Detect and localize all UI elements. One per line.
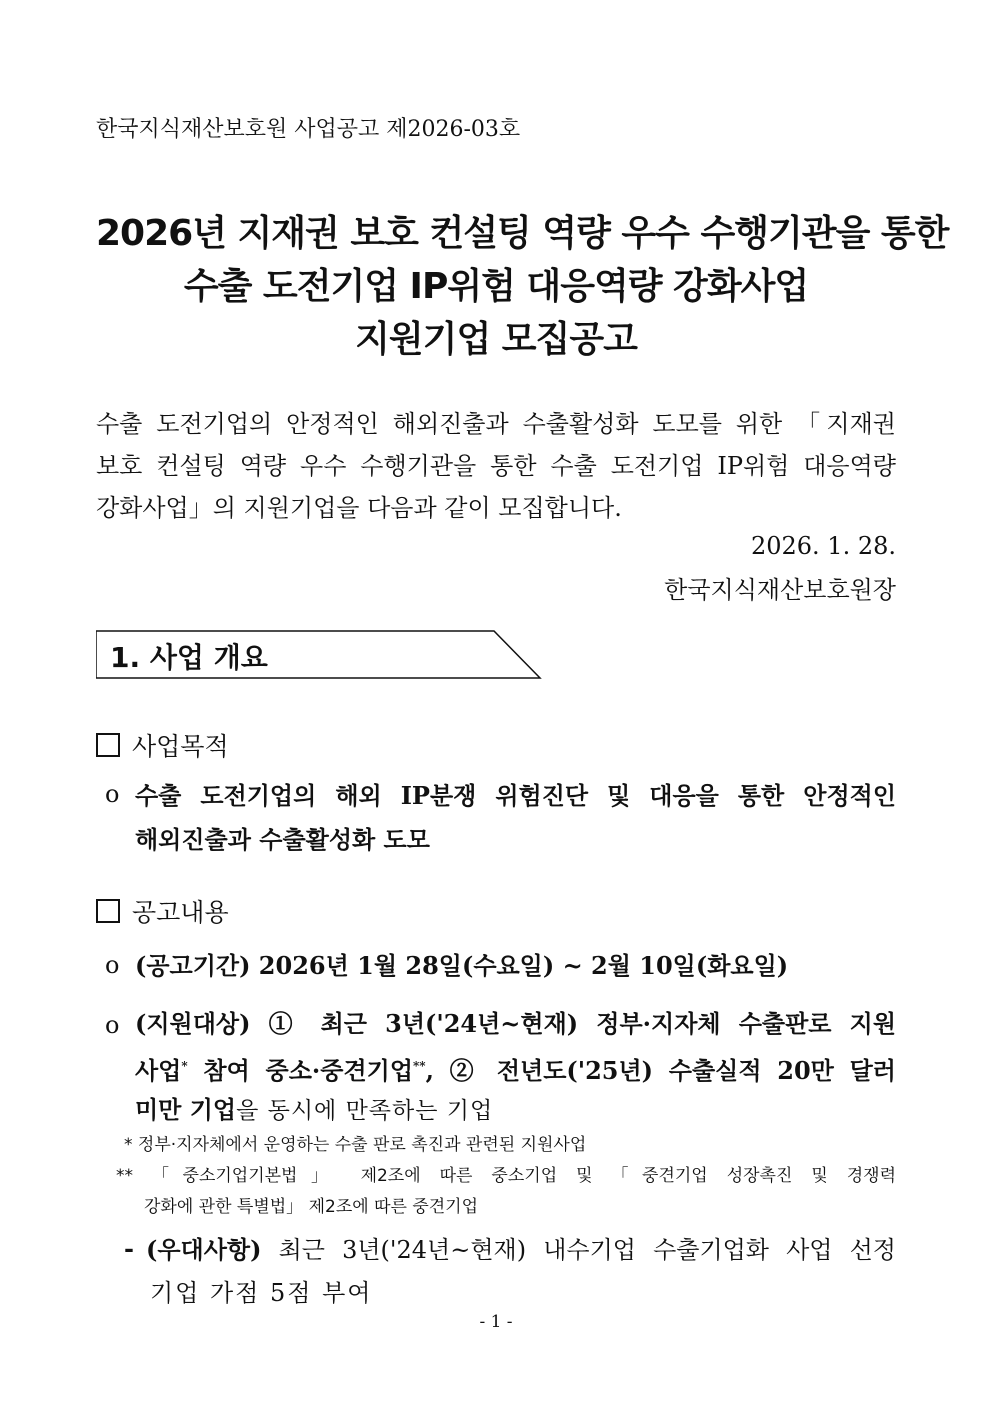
notice-date: 2026. 1. 28. xyxy=(750,532,896,560)
purpose-line-1: 수출 도전기업의 해외 IP분쟁 위험진단 및 대응을 통한 안정적인 xyxy=(135,781,896,810)
footnote-mark-2: ** xyxy=(413,1059,426,1073)
footnote-mark-1: * xyxy=(181,1059,188,1073)
title-line-1: 2026년 지재권 보호 컨설팅 역량 우수 수행기관을 통한 xyxy=(96,213,949,254)
section-header-box xyxy=(96,630,542,680)
content-heading-label: 공고내용 xyxy=(132,898,229,927)
period-text: (공고기간) 2026년 1월 28일(수요일) ~ 2월 10일(화요일) xyxy=(135,951,789,980)
purpose-heading xyxy=(96,727,229,763)
target-line-2b: 참여 중소·중견기업 xyxy=(187,1056,413,1085)
target-line-1: (지원대상) ① 최근 3년('24년~현재) 정부·지자체 수출판로 지원 xyxy=(135,1009,896,1038)
page-number: - 1 - xyxy=(479,1312,513,1332)
purpose-heading-label: 사업목적 xyxy=(132,732,229,761)
intro-line-2: 보호 컨설팅 역량 우수 수행기관을 통한 수출 도전기업 IP위험 대응역량 xyxy=(96,452,896,480)
target-line-2a: 사업 xyxy=(135,1056,182,1085)
bullet-icon: o xyxy=(105,780,120,808)
preference-line-2: 기업 가점 5점 부여 xyxy=(150,1279,373,1307)
preference-line-1-rest: 최근 3년('24년~현재) 내수기업 수출기업화 사업 선정 xyxy=(261,1236,896,1264)
checkbox-icon xyxy=(96,733,120,757)
content-heading xyxy=(96,893,229,929)
bullet-icon: o xyxy=(105,951,120,979)
purpose-line-2: 해외진출과 수출활성화 도모 xyxy=(135,825,430,854)
checkbox-icon xyxy=(96,899,120,923)
issuer-name: 한국지식재산보호원장 xyxy=(664,576,896,604)
dash-icon: - xyxy=(124,1234,134,1263)
section-title: 1. 사업 개요 xyxy=(110,641,268,674)
notice-number: 한국지식재산보호원 사업공고 제2026-03호 xyxy=(96,117,521,142)
intro-line-1: 수출 도전기업의 안정적인 해외진출과 수출활성화 도모를 위한 「지재권 xyxy=(96,410,896,438)
target-line-2c: , ② 전년도('25년) 수출실적 20만 달러 xyxy=(425,1056,896,1085)
title-line-2: 수출 도전기업 IP위험 대응역량 강화사업 xyxy=(183,266,809,307)
footnote-2-line-1: ** 「중소기업기본법」 제2조에 따른 중소기업 및 「중견기업 성장촉진 및 경쟁력 xyxy=(116,1166,896,1186)
preference-label: (우대사항) xyxy=(146,1235,262,1264)
intro-line-3: 강화사업」의 지원기업을 다음과 같이 모집합니다. xyxy=(96,494,622,522)
preference-line-1 xyxy=(146,1230,896,1265)
footnote-1: * 정부·지자체에서 운영하는 수출 판로 촉진과 관련된 지원사업 xyxy=(124,1135,587,1155)
target-line-3 xyxy=(135,1086,493,1135)
title-line-3: 지원기업 모집공고 xyxy=(355,319,637,360)
bullet-icon: o xyxy=(105,1011,120,1039)
target-line-3a: 미만 기업 xyxy=(135,1095,237,1124)
target-line-3b: 을 동시에 만족하는 기업 xyxy=(236,1098,494,1124)
footnote-2-line-2: 강화에 관한 특별법」 제2조에 따른 중견기업 xyxy=(144,1197,479,1217)
